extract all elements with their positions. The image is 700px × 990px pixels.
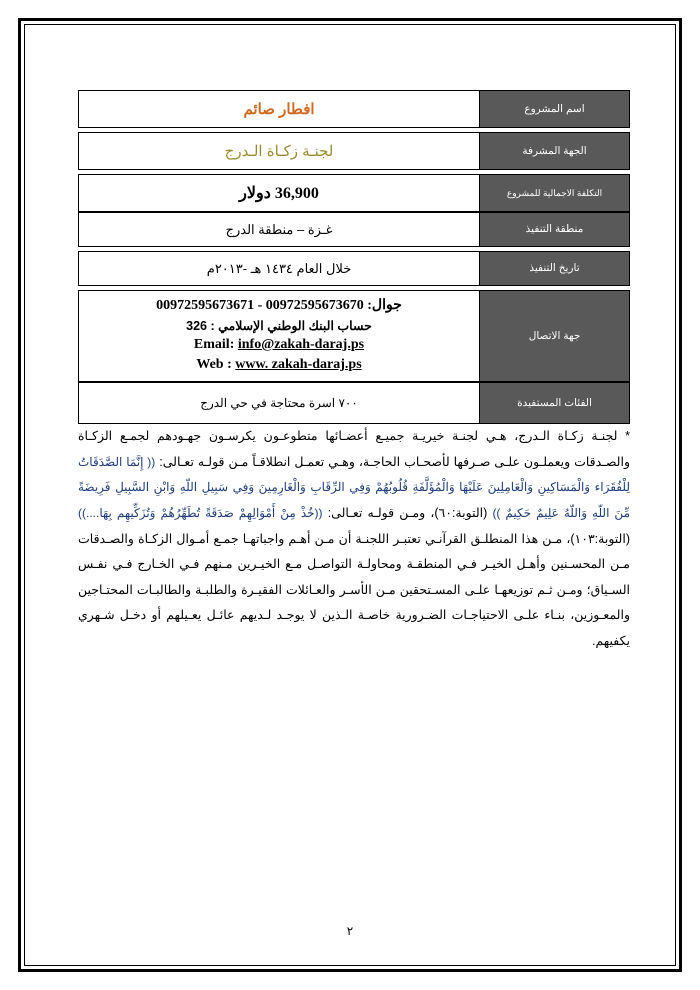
row-value-total-cost [79, 175, 479, 211]
contact-phones: جوال: 00972595673670 - 00972595673671 [156, 298, 402, 314]
row-value-contact [79, 291, 479, 381]
contact-bank-account: حساب البنك الوطني الإسلامي : 326 [186, 318, 372, 333]
contact-web-value[interactable]: www. zakah-daraj.ps [235, 357, 362, 373]
table-row-beneficiaries [78, 382, 630, 424]
implementation-area-text: غـزة – منطقة الدرج [225, 221, 333, 237]
contact-web-colon: : [223, 357, 236, 373]
quran-verse-tawbah-60: (( إِنَّمَا الصَّدَقَاتُ لِلْفُقَرَاء وَالْمَسَاكِينِ وَالْعَامِلِينَ عَلَيْهَا وَالْمُؤَلَّفَةِ قُلُوبُهُمْ وَفِي الرِّقَابِ وَالْغَارِمِينَ وَفِي سَبِيلِ اللّهِ وَابْنِ السَّبِيلِ فَرِيضَةً مِّنَ اللّهِ وَاللّهُ عَلِيمٌ حَكِيمٌ )) [78, 454, 630, 520]
row-value-supervising-body [79, 133, 479, 169]
table-row-contact [78, 290, 630, 382]
contact-web-line [87, 355, 471, 375]
page-content [24, 24, 676, 966]
body-part-1: * لجنـة زكـاة الـدرج، هـي لجنـة خيريـة جميـع أعضـائها متطوعـون يكرسـون جهـودهم لجمـع الزكـاة والصـدقات ويعملـون علـى صـرفها لأصحـاب الحاجـة، وهـي تعمـل انطلاقـاً مـن قولـه تعـالى: [78, 429, 631, 469]
contact-email-colon: : [229, 336, 238, 352]
contact-block [87, 296, 471, 375]
table-row-implementation-date [78, 251, 630, 286]
contact-web-label: Web [196, 357, 224, 373]
row-label-implementation-date: تاريخ التنفيذ [479, 252, 629, 285]
row-value-beneficiaries [79, 383, 479, 423]
table-row-total-cost [78, 174, 630, 212]
row-label-total-cost: التكلفة الاجمالية للمشروع [479, 175, 629, 211]
row-label-supervising-body: الجهة المشرفة [479, 133, 629, 169]
project-name-text: افطار صائم [243, 101, 315, 118]
table-row-implementation-area [78, 212, 630, 247]
contact-email-label: Email [193, 336, 230, 352]
row-value-implementation-area [79, 213, 479, 246]
body-part-3: (التوبة:١٠٣)، مـن هذا المنطلـق القرآنـي تعتبـر اللجنـة أن مـن أهـم واجباتهـا جمـع أمـوال الزكـاة والصـدقات مـن المحسـنين وأهـل الخيـر فـي المنطقـة ومحاولـة التواصـل مـع الخيـرين مـنهم فـي الخـارج فـي نفـس السـياق؛ ومـن ثـم توزيعهـا علـى المسـتحقين مـن الأسـر والعـائلات الفقيـرة والطلبـة والطالبـات المحتـاجين والمعـوزين، بنـاء علـى الاحتياجـات الضـرورية خاصـة الـذين لا يوجـد لـديهم عائـل يعـيلهم أو دخـل شـهري يكفيهم. [78, 531, 630, 648]
beneficiaries-text: ٧٠٠ اسرة محتاجة في حي الدرج [200, 396, 358, 410]
row-label-project-name: اسم المشروع [479, 91, 629, 127]
row-label-implementation-area: منطقة التنفيذ [479, 213, 629, 246]
row-value-implementation-date [79, 252, 479, 285]
total-cost-text: 36,900 دولار [239, 185, 319, 202]
project-info-table [78, 90, 630, 424]
table-row-supervising-body [78, 132, 630, 170]
row-label-contact: جهة الاتصال [479, 291, 629, 381]
quran-verse-tawbah-103: ((خُذْ مِنْ أَمْوَالِهِمْ صَدَقَةً تُطَهِّرُهُمْ وَتُزَكِّيهِم بِهَا....)) [78, 505, 323, 520]
page-number: ٢ [346, 924, 354, 938]
contact-email-line [87, 335, 471, 355]
row-label-beneficiaries: الفئات المستفيدة [479, 383, 629, 423]
supervising-body-text: لجنـة زكـاة الـدرج [224, 143, 334, 160]
implementation-date-text: خلال العام ١٤٣٤ هـ -٢٠١٣م [206, 260, 352, 276]
contact-email-value[interactable]: info@zakah-daraj.ps [237, 336, 365, 352]
table-row-project-name [78, 90, 630, 128]
body-part-2: (التوبة:٦٠)، ومـن قولـه تعـالى: [322, 505, 493, 520]
row-value-project-name [79, 91, 479, 127]
body-paragraph [78, 424, 630, 655]
